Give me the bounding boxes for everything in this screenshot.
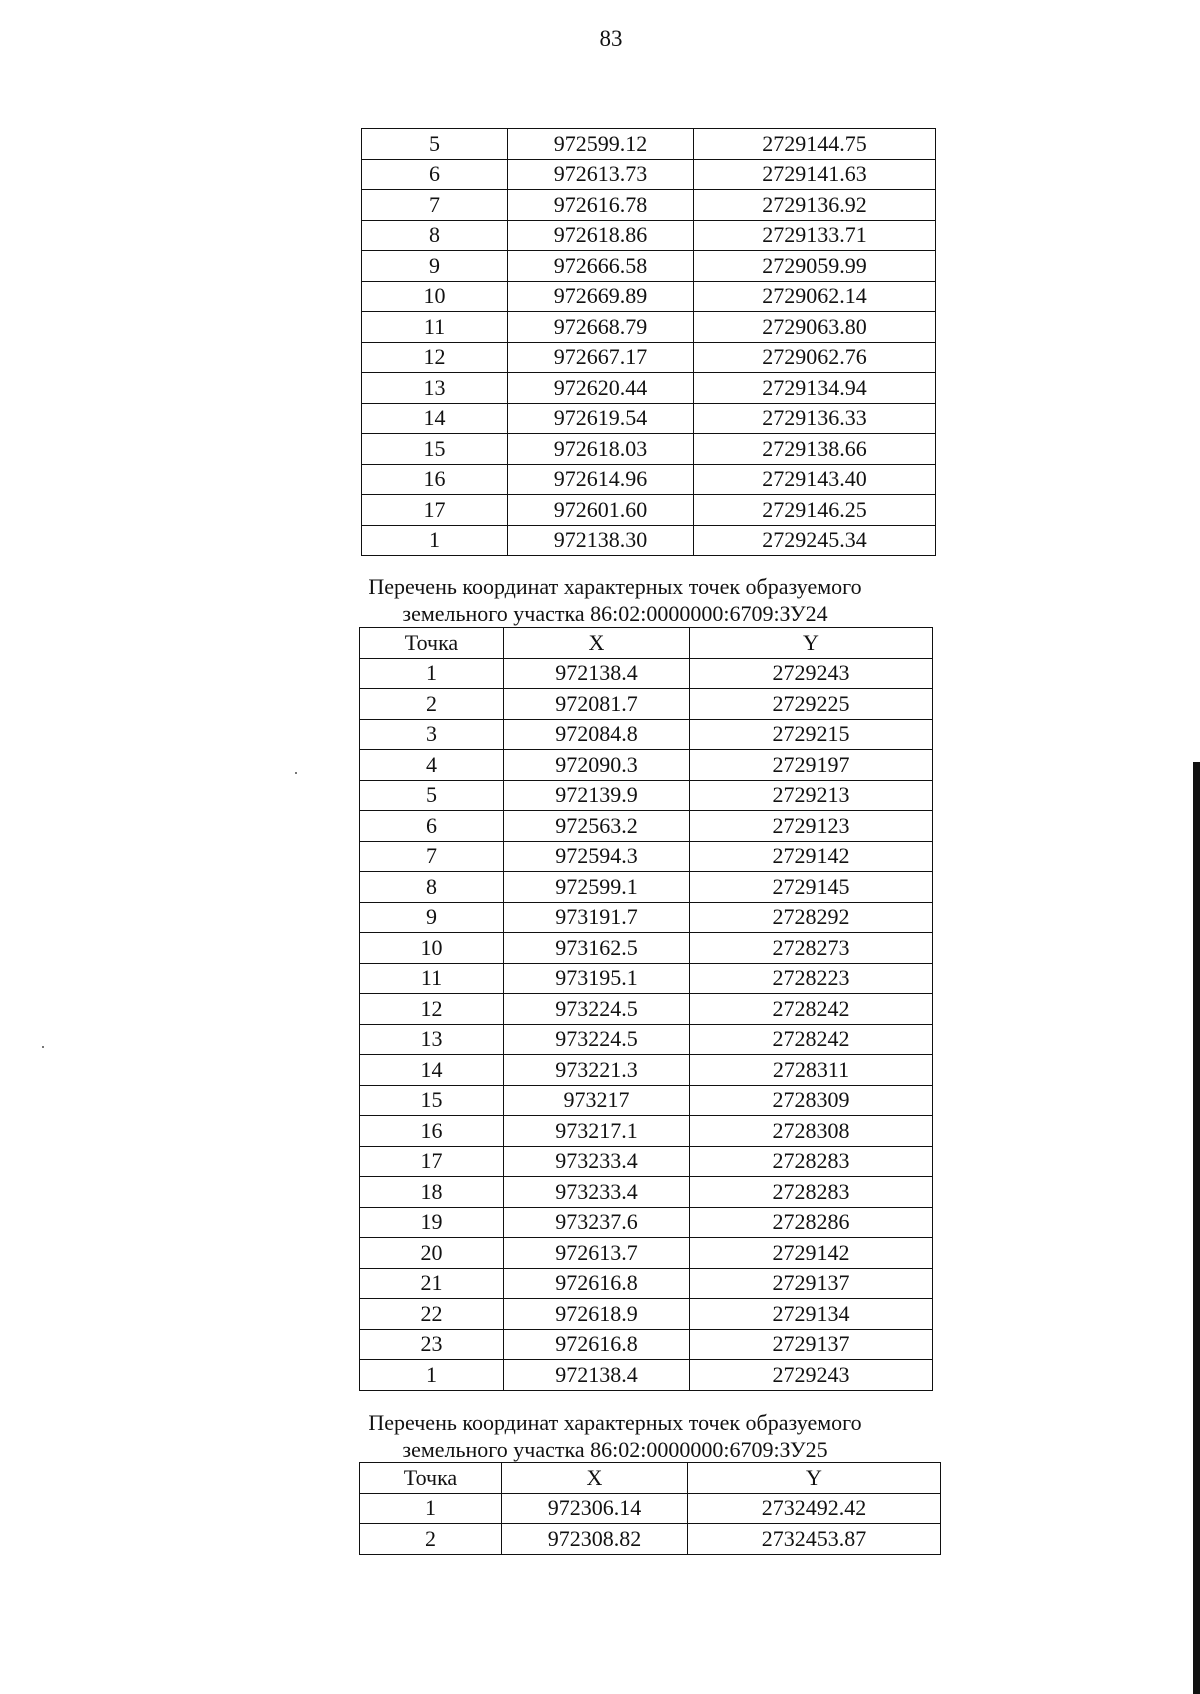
point-cell: 20: [360, 1238, 504, 1269]
table-row: [362, 281, 936, 312]
y-cell: 2729123: [690, 811, 933, 842]
point-cell: 5: [362, 129, 508, 160]
table-row: [362, 342, 936, 373]
x-cell: 972620.44: [508, 373, 694, 404]
y-cell: 2729145: [690, 872, 933, 903]
y-cell: 2729197: [690, 750, 933, 781]
table-row: [360, 994, 933, 1025]
table-row: [360, 872, 933, 903]
x-cell: 972613.73: [508, 159, 694, 190]
table-row: [360, 902, 933, 933]
y-cell: 2729133.71: [694, 220, 936, 251]
x-header: X: [504, 628, 690, 659]
point-cell: 10: [360, 933, 504, 964]
x-cell: 973224.5: [504, 1024, 690, 1055]
point-header: Точка: [360, 628, 504, 659]
y-cell: 2729143.40: [694, 464, 936, 495]
caption-line-1: Перечень координат характерных точек образуемого: [368, 574, 862, 599]
point-cell: 22: [360, 1299, 504, 1330]
point-cell: 16: [360, 1116, 504, 1147]
y-cell: 2728283: [690, 1177, 933, 1208]
point-cell: 17: [362, 495, 508, 526]
section-caption-zu25: [0, 1409, 1200, 1463]
point-cell: 18: [360, 1177, 504, 1208]
x-cell: 972667.17: [508, 342, 694, 373]
point-cell: 1: [360, 658, 504, 689]
table-row: [360, 963, 933, 994]
y-cell: 2729134.94: [694, 373, 936, 404]
point-cell: 11: [362, 312, 508, 343]
y-cell: 2729142: [690, 841, 933, 872]
point-cell: 1: [360, 1493, 502, 1524]
point-cell: 17: [360, 1146, 504, 1177]
point-cell: 8: [360, 872, 504, 903]
x-cell: 972081.7: [504, 689, 690, 720]
x-cell: 972613.7: [504, 1238, 690, 1269]
table-row: [360, 689, 933, 720]
x-cell: 973233.4: [504, 1146, 690, 1177]
y-cell: 2729215: [690, 719, 933, 750]
x-cell: 972139.9: [504, 780, 690, 811]
point-cell: 3: [360, 719, 504, 750]
table-row: [360, 811, 933, 842]
y-cell: 2729243: [690, 1360, 933, 1391]
x-cell: 973217.1: [504, 1116, 690, 1147]
x-cell: 972601.60: [508, 495, 694, 526]
table-row: [362, 464, 936, 495]
table-row: [360, 841, 933, 872]
y-cell: 2729138.66: [694, 434, 936, 465]
table-row: [360, 1360, 933, 1391]
x-cell: 972618.03: [508, 434, 694, 465]
table-row: [362, 373, 936, 404]
point-cell: 23: [360, 1329, 504, 1360]
table-row: [362, 525, 936, 556]
table-row: [362, 251, 936, 282]
table-row: [362, 495, 936, 526]
y-header: Y: [690, 628, 933, 659]
table-row: [360, 1146, 933, 1177]
table-row: [362, 220, 936, 251]
table-row: [360, 1055, 933, 1086]
x-cell: 972669.89: [508, 281, 694, 312]
y-cell: 2728223: [690, 963, 933, 994]
table-row: [362, 159, 936, 190]
coordinates-table-zu25: [359, 1462, 941, 1555]
point-cell: 9: [360, 902, 504, 933]
point-cell: 15: [360, 1085, 504, 1116]
y-cell: 2729136.33: [694, 403, 936, 434]
y-cell: 2728311: [690, 1055, 933, 1086]
table-row: [362, 190, 936, 221]
table-row: [360, 1524, 941, 1555]
x-cell: 972138.4: [504, 1360, 690, 1391]
x-cell: 973195.1: [504, 963, 690, 994]
y-cell: 2728242: [690, 994, 933, 1025]
x-cell: 972599.1: [504, 872, 690, 903]
coordinates-table-continued: [361, 128, 936, 556]
x-cell: 972616.8: [504, 1329, 690, 1360]
caption-line-2: земельного участка 86:02:0000000:6709:ЗУ25: [402, 1437, 828, 1462]
point-cell: 6: [360, 811, 504, 842]
y-header: Y: [688, 1463, 941, 1494]
table-row: [360, 1299, 933, 1330]
point-cell: 14: [360, 1055, 504, 1086]
y-cell: 2729062.14: [694, 281, 936, 312]
table-row: [362, 434, 936, 465]
y-cell: 2729062.76: [694, 342, 936, 373]
x-cell: 972563.2: [504, 811, 690, 842]
table-row: [360, 750, 933, 781]
y-cell: 2732453.87: [688, 1524, 941, 1555]
y-cell: 2728308: [690, 1116, 933, 1147]
scan-margin-bar: [1193, 762, 1200, 1694]
table-row: [360, 1085, 933, 1116]
y-cell: 2728286: [690, 1207, 933, 1238]
point-cell: 10: [362, 281, 508, 312]
point-cell: 2: [360, 1524, 502, 1555]
x-cell: 972090.3: [504, 750, 690, 781]
point-cell: 7: [362, 190, 508, 221]
section-caption-zu24: [0, 573, 1200, 627]
point-cell: 21: [360, 1268, 504, 1299]
x-cell: 972618.86: [508, 220, 694, 251]
point-header: Точка: [360, 1463, 502, 1494]
y-cell: 2729141.63: [694, 159, 936, 190]
y-cell: 2728309: [690, 1085, 933, 1116]
coordinates-table-zu24: [359, 627, 933, 1391]
point-cell: 8: [362, 220, 508, 251]
table-row: [360, 1024, 933, 1055]
x-cell: 972619.54: [508, 403, 694, 434]
y-cell: 2729225: [690, 689, 933, 720]
table-row: [360, 1329, 933, 1360]
y-cell: 2729245.34: [694, 525, 936, 556]
point-cell: 12: [360, 994, 504, 1025]
x-cell: 972666.58: [508, 251, 694, 282]
y-cell: 2729137: [690, 1329, 933, 1360]
y-cell: 2729063.80: [694, 312, 936, 343]
point-cell: 2: [360, 689, 504, 720]
point-cell: 13: [362, 373, 508, 404]
y-cell: 2729144.75: [694, 129, 936, 160]
table-row: [360, 933, 933, 964]
y-cell: 2728273: [690, 933, 933, 964]
y-cell: 2728292: [690, 902, 933, 933]
y-cell: 2729059.99: [694, 251, 936, 282]
x-cell: 972138.4: [504, 658, 690, 689]
caption-line-2: земельного участка 86:02:0000000:6709:ЗУ24: [402, 601, 828, 626]
x-cell: 972668.79: [508, 312, 694, 343]
table-row: [362, 312, 936, 343]
y-cell: 2729146.25: [694, 495, 936, 526]
table-row: [360, 719, 933, 750]
y-cell: 2729142: [690, 1238, 933, 1269]
y-cell: 2728283: [690, 1146, 933, 1177]
point-cell: 16: [362, 464, 508, 495]
header-row: [360, 628, 933, 659]
caption-line-1: Перечень координат характерных точек образуемого: [368, 1410, 862, 1435]
x-header: X: [502, 1463, 688, 1494]
table-row: [360, 1268, 933, 1299]
point-cell: 1: [360, 1360, 504, 1391]
y-cell: 2729243: [690, 658, 933, 689]
point-cell: 4: [360, 750, 504, 781]
point-cell: 11: [360, 963, 504, 994]
point-cell: 5: [360, 780, 504, 811]
point-cell: 15: [362, 434, 508, 465]
x-cell: 972616.78: [508, 190, 694, 221]
point-cell: 7: [360, 841, 504, 872]
table-row: [362, 403, 936, 434]
table-row: [360, 658, 933, 689]
table-row: [360, 780, 933, 811]
x-cell: 973237.6: [504, 1207, 690, 1238]
page-number: 83: [599, 26, 623, 51]
point-cell: 14: [362, 403, 508, 434]
x-cell: 973162.5: [504, 933, 690, 964]
y-cell: 2729136.92: [694, 190, 936, 221]
point-cell: 9: [362, 251, 508, 282]
x-cell: 973217: [504, 1085, 690, 1116]
table-row: [360, 1177, 933, 1208]
point-cell: 13: [360, 1024, 504, 1055]
x-cell: 973233.4: [504, 1177, 690, 1208]
point-cell: 12: [362, 342, 508, 373]
x-cell: 972084.8: [504, 719, 690, 750]
point-cell: 1: [362, 525, 508, 556]
table-row: [360, 1116, 933, 1147]
y-cell: 2728242: [690, 1024, 933, 1055]
x-cell: 972308.82: [502, 1524, 688, 1555]
x-cell: 973224.5: [504, 994, 690, 1025]
x-cell: 972306.14: [502, 1493, 688, 1524]
y-cell: 2732492.42: [688, 1493, 941, 1524]
scan-speck: [295, 772, 297, 774]
x-cell: 972616.8: [504, 1268, 690, 1299]
x-cell: 973221.3: [504, 1055, 690, 1086]
y-cell: 2729213: [690, 780, 933, 811]
x-cell: 972614.96: [508, 464, 694, 495]
x-cell: 972594.3: [504, 841, 690, 872]
table-row: [360, 1493, 941, 1524]
x-cell: 972138.30: [508, 525, 694, 556]
table-row: [360, 1207, 933, 1238]
table-row: [362, 129, 936, 160]
point-cell: 6: [362, 159, 508, 190]
x-cell: 972599.12: [508, 129, 694, 160]
x-cell: 973191.7: [504, 902, 690, 933]
table-row: [360, 1238, 933, 1269]
y-cell: 2729134: [690, 1299, 933, 1330]
scan-speck: [42, 1046, 44, 1048]
y-cell: 2729137: [690, 1268, 933, 1299]
header-row: [360, 1463, 941, 1494]
x-cell: 972618.9: [504, 1299, 690, 1330]
point-cell: 19: [360, 1207, 504, 1238]
